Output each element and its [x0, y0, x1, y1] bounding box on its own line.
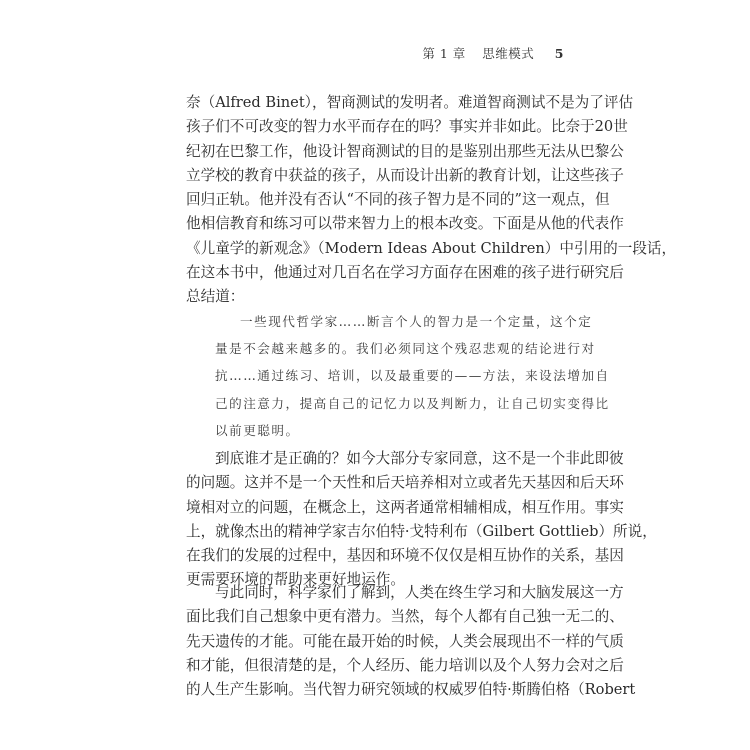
quote-line: 一些现代哲学家……断言个人的智力是一个定量，这个定	[240, 314, 593, 329]
page-number: 5	[554, 46, 564, 61]
paragraph-lifelong-learning	[186, 581, 636, 702]
text-line: 与此同时，科学家们了解到，人类在终生学习和大脑发展这一方	[215, 584, 624, 601]
text-line: 纪初在巴黎工作，他设计智商测试的目的是鉴别出那些无法从巴黎公	[186, 142, 624, 160]
text-line: 的问题。这并不是一个天性和后天培养相对立或者先天基因和后天环	[186, 474, 624, 492]
text-line: 在我们的发展的过程中，基因和环境不仅仅是相互协作的关系，基因	[186, 547, 624, 565]
text-line: 的人生产生影响。当代智力研究领域的权威罗伯特·斯腾伯格（Robert	[186, 681, 636, 699]
chapter-title: 思维模式	[482, 46, 535, 61]
text-line: 到底谁才是正确的？如今大部分专家同意，这不是一个非此即彼	[215, 450, 624, 467]
text-line: 孩子们不可改变的智力水平而存在的吗？事实并非如此。比奈于20世	[186, 118, 628, 136]
running-header	[410, 44, 564, 62]
text-line: 面比我们自己想象中更有潜力。当然，每个人都有自己独一无二的、	[186, 608, 624, 626]
chapter-number: 第 1 章	[422, 46, 466, 61]
text-line: 境相对立的问题，在概念上，这两者通常相辅相成，相互作用。事实	[186, 498, 624, 516]
text-line: 和才能，但很清楚的是，个人经历、能力培训以及个人努力会对之后	[186, 656, 624, 674]
quote-line: 量是不会越来越多的。我们必须同这个残忍悲观的结论进行对	[215, 341, 596, 357]
quote-line: 以前更聪明。	[215, 422, 300, 438]
quote-line: 己的注意力，提高自己的记忆力以及判断力，让自己切实变得比	[215, 395, 610, 411]
text-line: 《儿童学的新观念》（Modern Ideas About Children）中引用的一段话，	[186, 239, 677, 257]
text-line: 上，就像杰出的精神学家吉尔伯特·戈特利布（Gilbert Gottlieb）所说，	[186, 522, 657, 540]
text-line: 先天遗传的才能。可能在最开始的时候，人类会展现出不一样的气质	[186, 632, 624, 650]
quote-line: 抗……通过练习、培训，以及最重要的——方法，来设法增加自	[215, 368, 610, 384]
paragraph-binet	[186, 91, 677, 310]
text-line: 立学校的教育中获益的孩子，从而设计出新的教育计划，让这些孩子	[186, 166, 624, 184]
text-line: 总结道：	[186, 288, 245, 306]
text-line: 在这本书中，他通过对几百名在学习方面存在困难的孩子进行研究后	[186, 264, 624, 282]
text-line: 更需要环境的帮助来更好地运作。	[186, 571, 405, 589]
text-line: 奈（Alfred Binet），智商测试的发明者。难道智商测试不是为了评估	[186, 94, 634, 111]
text-line: 他相信教育和练习可以带来智力上的根本改变。下面是从他的代表作	[186, 215, 624, 233]
block-quote	[215, 308, 610, 444]
text-line: 回归正轨。他并没有否认“不同的孩子智力是不同的”这一观点，但	[186, 191, 610, 209]
